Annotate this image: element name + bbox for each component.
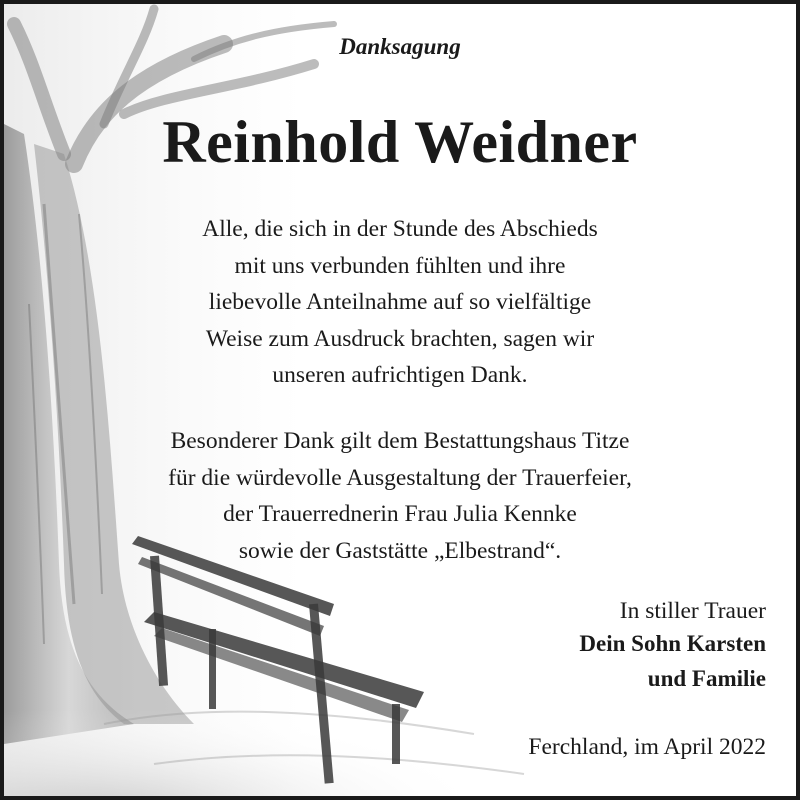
thanks-line: mit uns verbunden fühlten und ihre	[234, 252, 566, 279]
thanks-line: Alle, die sich in der Stunde des Abschieds	[202, 216, 598, 242]
special-thanks-paragraph	[4, 423, 796, 569]
signature-son: Dein Sohn Karsten	[579, 631, 766, 656]
notice-heading: Danksagung	[339, 34, 461, 59]
deceased-name: Reinhold Weidner	[162, 109, 638, 175]
thanks-paragraph	[4, 211, 796, 394]
special-thanks-line: Besonderer Dank gilt dem Bestattungshaus Titze	[170, 428, 630, 454]
signature-mourning: In stiller Trauer	[619, 598, 766, 624]
thanks-line: Weise zum Ausdruck brachten, sagen wir	[205, 325, 595, 352]
special-thanks-line: der Trauerrednerin Frau Julia Kennke	[223, 501, 577, 527]
place-and-date: Ferchland, im April 2022	[528, 734, 766, 760]
special-thanks-line: für die würdevolle Ausgestaltung der Trauerfeier,	[168, 464, 632, 491]
thanks-line: liebevolle Anteilnahme auf so vielfältige	[208, 289, 592, 315]
thanks-line: unseren aufrichtigen Dank.	[272, 362, 528, 388]
signature-family: und Familie	[647, 666, 766, 691]
special-thanks-line: sowie der Gaststätte „Elbestrand“.	[238, 537, 562, 564]
